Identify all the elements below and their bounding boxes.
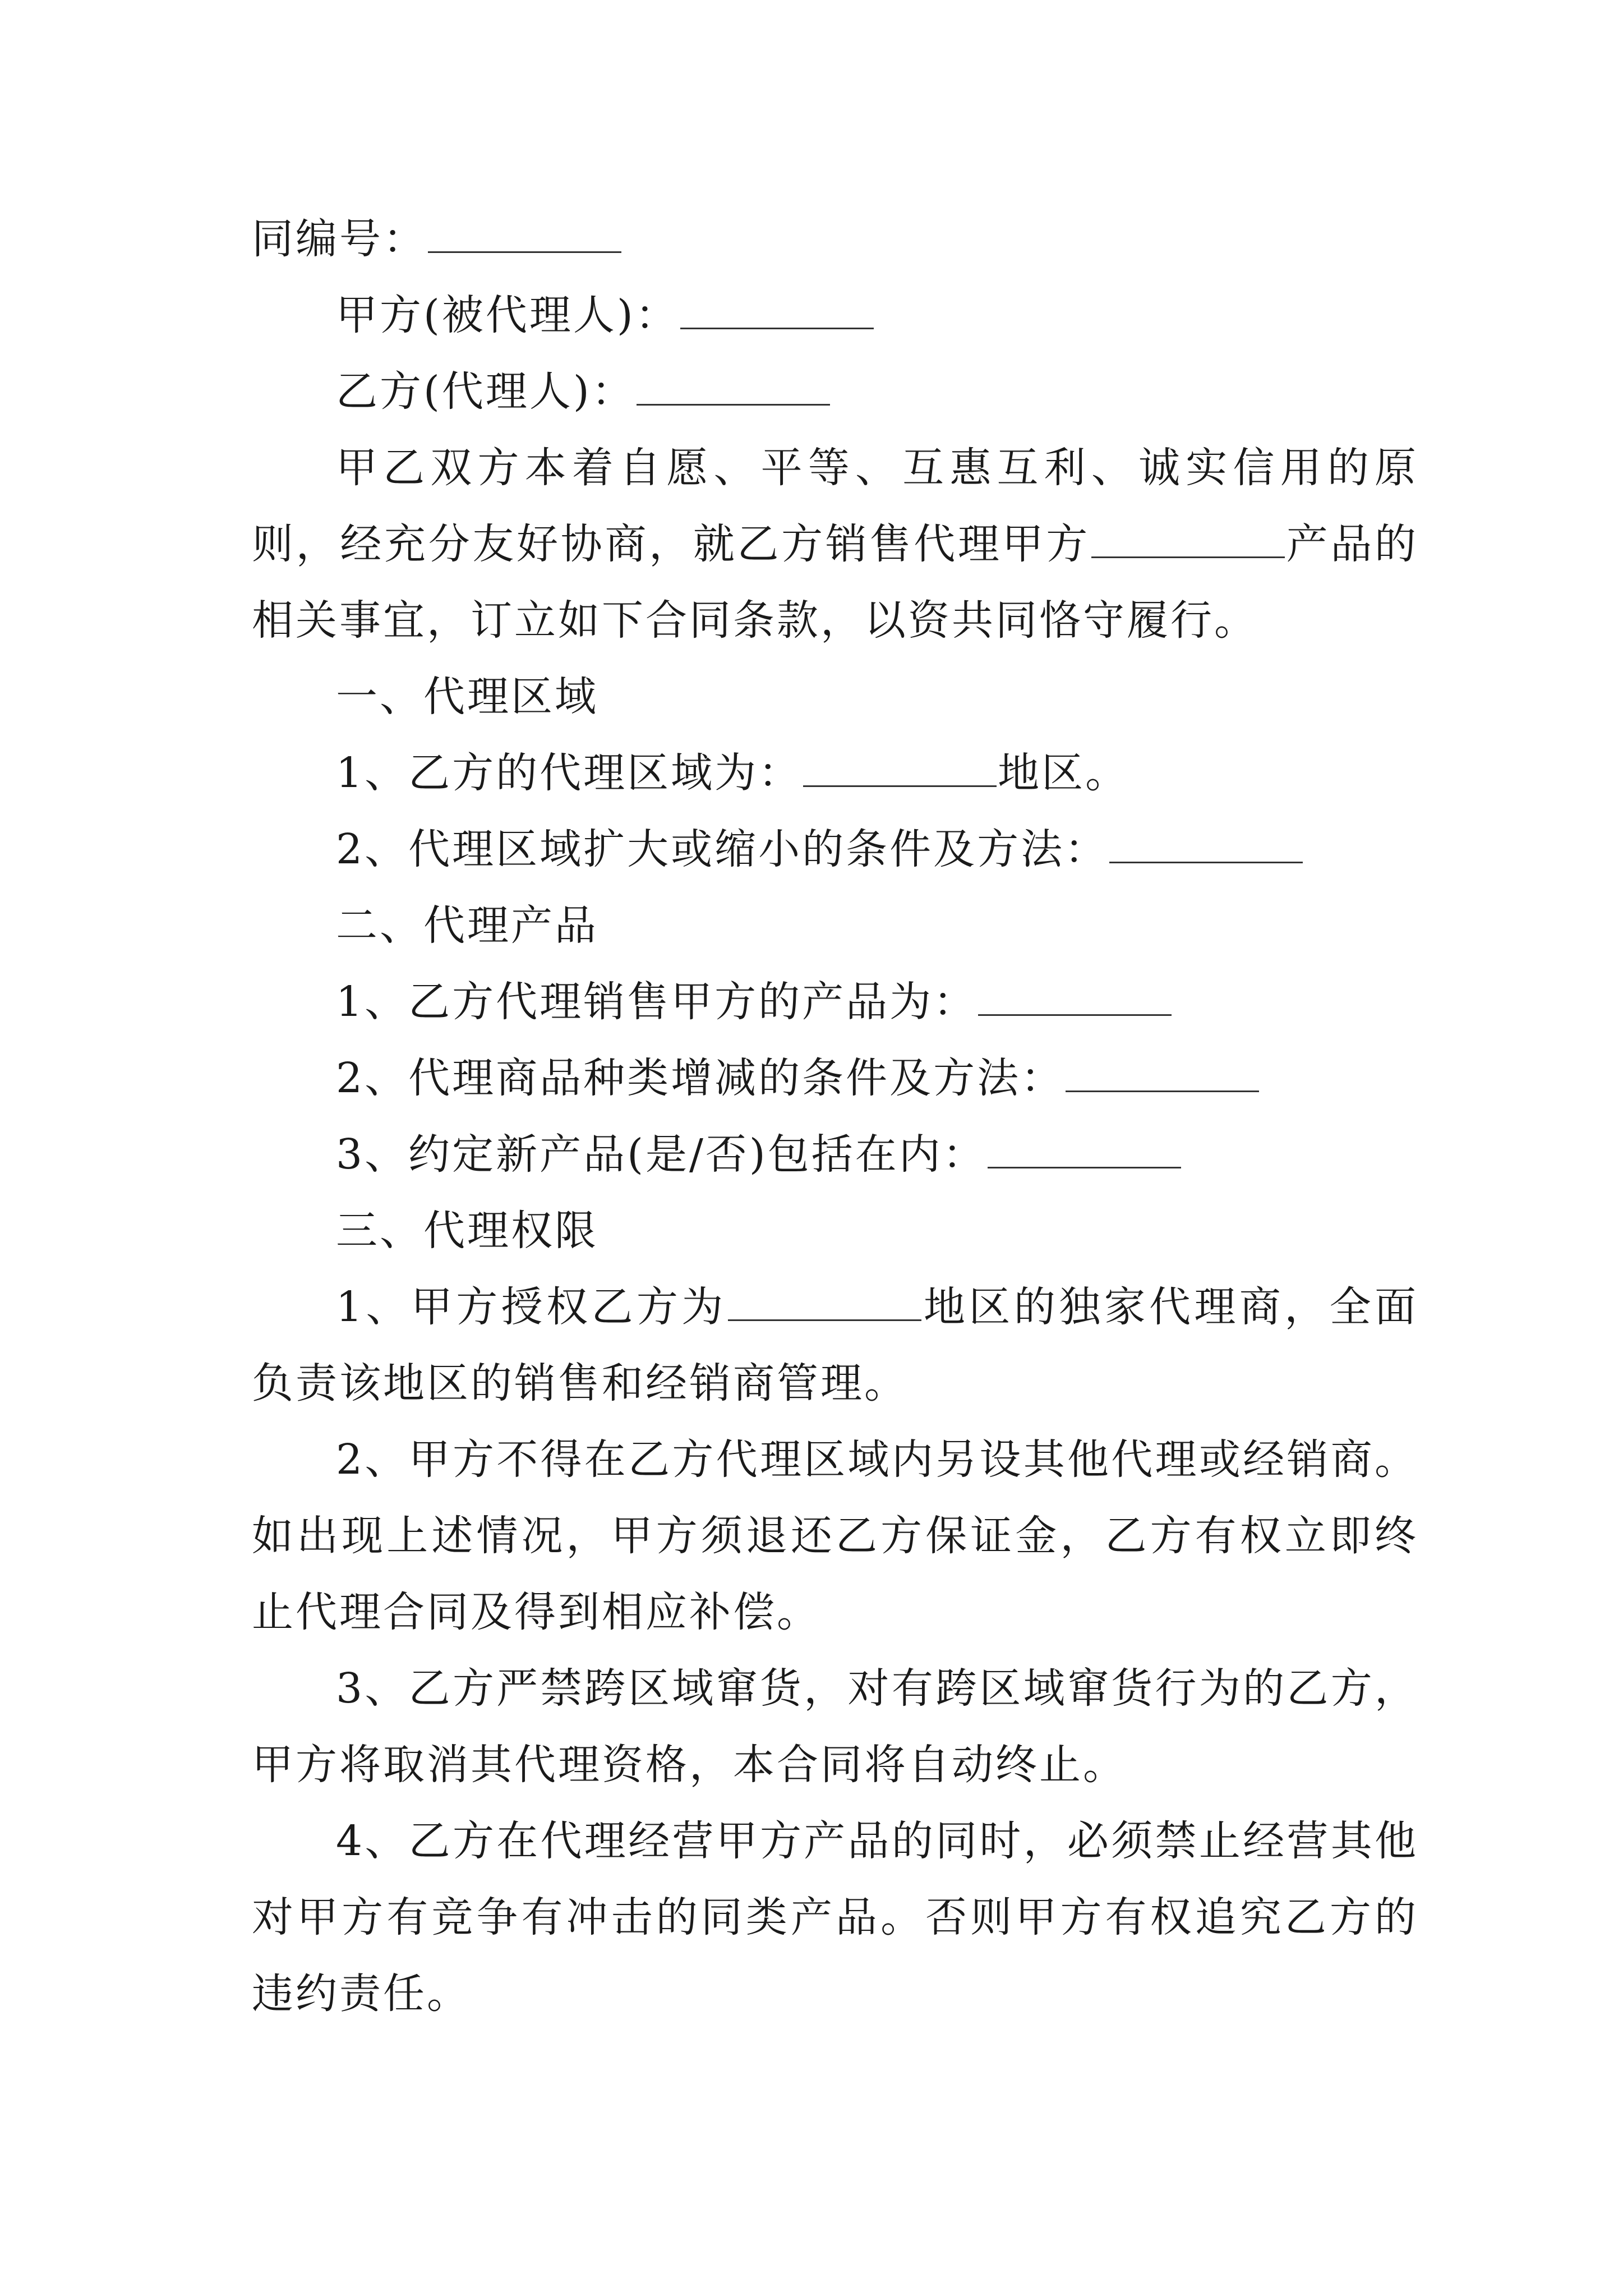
exclusive-region-blank (728, 1286, 921, 1321)
section-heading: 三、代理权限 (336, 1207, 598, 1255)
contract-number-line (252, 201, 1418, 277)
clause-text: 地区的独家代理商，全面负责该地区的销售和经销商管理。 (252, 1283, 1418, 1407)
clause (252, 1269, 1418, 1421)
clause-text: 1、甲方授权乙方为 (336, 1283, 727, 1331)
clause: 4、乙方在代理经营甲方产品的同时，必须禁止经营其他对甲方有竞争有冲击的同类产品。否则甲方有权追究乙方的违约责任。 (252, 1817, 1418, 2018)
party-a-blank (680, 294, 874, 329)
party-b-blank (637, 370, 830, 406)
clause-text: 地区。 (998, 749, 1129, 797)
contract-number-blank (428, 218, 621, 253)
clause-text: 1、乙方的代理区域为： (336, 749, 803, 797)
clause (252, 811, 1418, 887)
product-list-blank (978, 981, 1172, 1016)
preamble-paragraph (252, 430, 1418, 659)
party-a-label: 甲方(被代理人)： (336, 291, 679, 339)
clause (252, 735, 1418, 811)
preamble-text-1: 甲乙双方本着自愿、平等、互惠互利、诚实信用的原则，经充分友好协商，就乙方销售代理甲方 (252, 444, 1418, 568)
clause: 2、甲方不得在乙方代理区域内另设其他代理或经销商。如出现上述情况，甲方须退还乙方保证金，乙方有权立即终止代理合同及得到相应补偿。 (252, 1435, 1418, 1636)
clause-text: 2、代理区域扩大或缩小的条件及方法： (336, 825, 1109, 873)
party-b-label: 乙方(代理人)： (336, 367, 635, 416)
preamble-text-2: 产品的相关事宜，订立如下合同条款，以资共同恪守履行。 (252, 520, 1418, 645)
product-blank (1091, 523, 1285, 558)
clause-text: 3、约定新产品(是/否)包括在内： (336, 1130, 986, 1179)
party-b-line (252, 353, 1418, 430)
section-heading: 二、代理产品 (336, 901, 598, 950)
section-heading: 一、代理区域 (336, 673, 598, 721)
region-change-blank (1109, 828, 1303, 863)
clause (252, 1040, 1418, 1116)
clause-text: 2、代理商品种类增减的条件及方法： (336, 1054, 1065, 1102)
region-blank (803, 752, 997, 787)
clause-text: 1、乙方代理销售甲方的产品为： (336, 978, 978, 1026)
contract-number-label: 同编号： (252, 215, 427, 263)
clause: 3、乙方严禁跨区域窜货，对有跨区域窜货行为的乙方，甲方将取消其代理资格，本合同将自动终止。 (252, 1664, 1418, 1789)
contract-body (252, 201, 1418, 2032)
new-product-blank (988, 1133, 1181, 1168)
clause (252, 1116, 1418, 1193)
product-change-blank (1066, 1057, 1259, 1092)
party-a-line (252, 277, 1418, 353)
clause (252, 964, 1418, 1040)
